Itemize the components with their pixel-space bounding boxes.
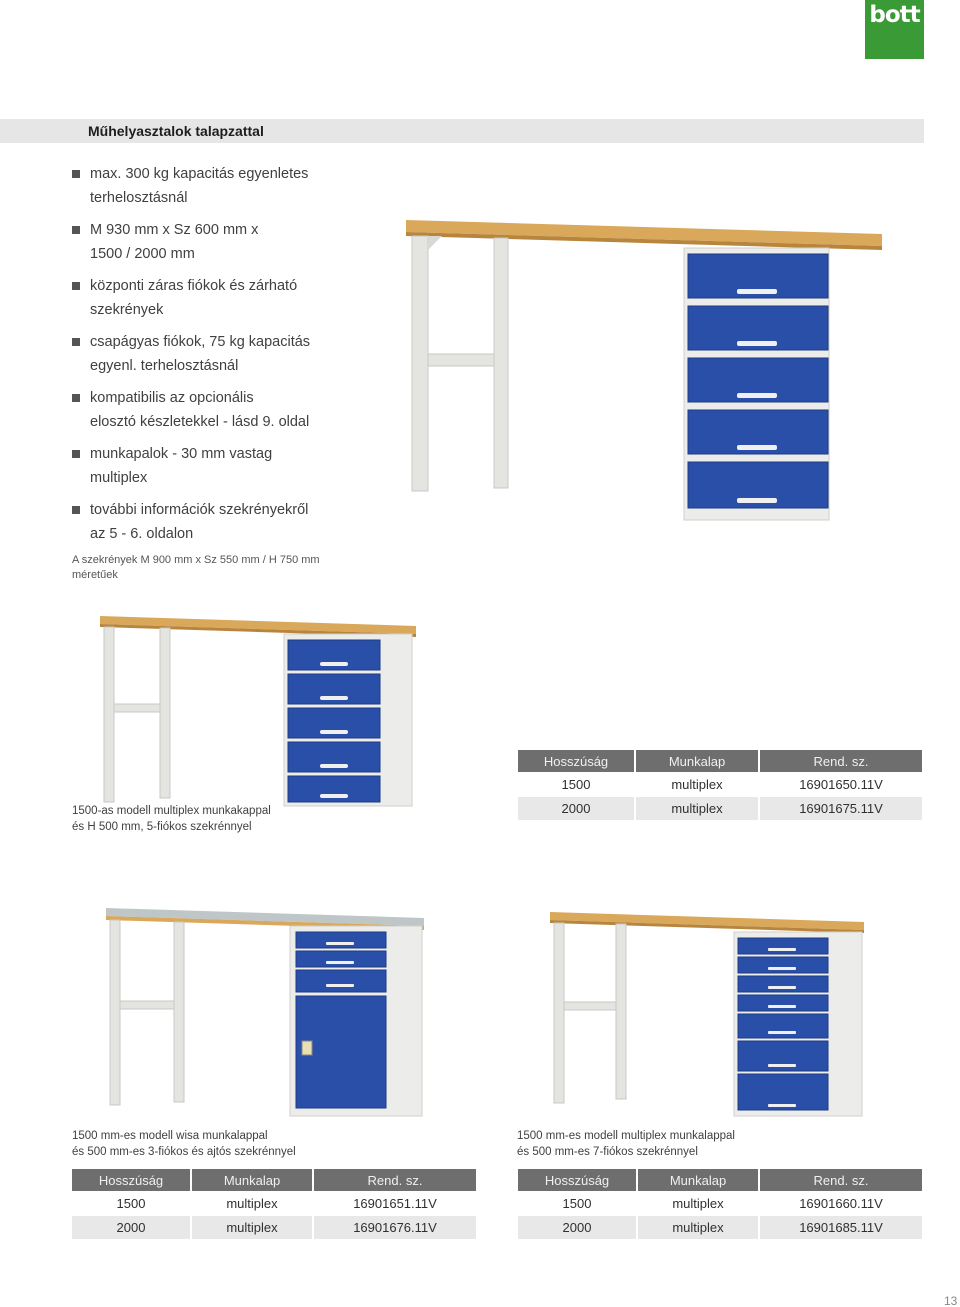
section-title-bar xyxy=(0,119,924,143)
bullet-square-icon xyxy=(72,506,80,514)
workbench-1500-3-drawer-door-image xyxy=(104,906,428,1118)
table-header: Munkalap xyxy=(636,750,760,772)
feature-item: központi záras fiókok és zárható szekrények xyxy=(72,274,372,322)
bott-logo: bott xyxy=(865,0,924,59)
product-spec-table xyxy=(518,1169,922,1239)
feature-item: kompatibilis az opcionális elosztó készletekkel - lásd 9. oldal xyxy=(72,386,372,434)
product-spec-table xyxy=(72,1169,476,1239)
product-caption: 1500 mm-es modell multiplex munkalappal és 500 mm-es 7-fiókos szekrénnyel xyxy=(517,1130,735,1158)
bullet-square-icon xyxy=(72,394,80,402)
feature-item: munkapalok - 30 mm vastag multiplex xyxy=(72,442,372,490)
table-header: Rend. sz. xyxy=(760,1169,922,1191)
bullet-square-icon xyxy=(72,226,80,234)
table-header: Hosszúság xyxy=(518,1169,638,1191)
table-header: Munkalap xyxy=(638,1169,760,1191)
feature-item: max. 300 kg kapacitás egyenletes terhelosztásnál xyxy=(72,162,372,210)
feature-item: csapágyas fiókok, 75 kg kapacitás egyenl. terhelosztásnál xyxy=(72,330,372,378)
workbench-hero-image xyxy=(402,214,887,524)
bullet-square-icon xyxy=(72,282,80,290)
page-number: 13 xyxy=(944,1294,958,1307)
product-caption: 1500 mm-es modell wisa munkalappal és 500 mm-es 3-fiókos és ajtós szekrénnyel xyxy=(72,1130,296,1158)
table-row: 2000 multiplex 16901685.11V xyxy=(518,1215,922,1239)
table-row: 1500 multiplex 16901651.11V xyxy=(72,1191,476,1215)
section-title: Műhelyasztalok talapzattal xyxy=(88,123,264,139)
product-caption: 1500-as modell multiplex munkakappal és H 500 mm, 5-fiókos szekrénnyel xyxy=(72,805,271,833)
bullet-square-icon xyxy=(72,338,80,346)
table-row: 1500 multiplex 16901650.11V xyxy=(518,772,922,796)
workbench-1500-7-drawer-image xyxy=(548,910,868,1120)
feature-list xyxy=(72,162,372,554)
product-spec-table xyxy=(518,750,922,820)
table-header: Rend. sz. xyxy=(760,750,922,772)
workbench-1500-5-drawer-image xyxy=(98,612,420,812)
table-row: 2000 multiplex 16901676.11V xyxy=(72,1215,476,1239)
bullet-square-icon xyxy=(72,450,80,458)
feature-item: M 930 mm x Sz 600 mm x 1500 / 2000 mm xyxy=(72,218,372,266)
table-header: Munkalap xyxy=(192,1169,314,1191)
table-header: Hosszúság xyxy=(72,1169,192,1191)
cabinet-size-note: A szekrények M 900 mm x Sz 550 mm / H 750 mm méretűek xyxy=(72,554,320,581)
feature-item: további információk szekrényekről az 5 - 6. oldalon xyxy=(72,498,372,546)
bullet-square-icon xyxy=(72,170,80,178)
table-row: 1500 multiplex 16901660.11V xyxy=(518,1191,922,1215)
table-row: 2000 multiplex 16901675.11V xyxy=(518,796,922,820)
table-header: Rend. sz. xyxy=(314,1169,476,1191)
table-header: Hosszúság xyxy=(518,750,636,772)
